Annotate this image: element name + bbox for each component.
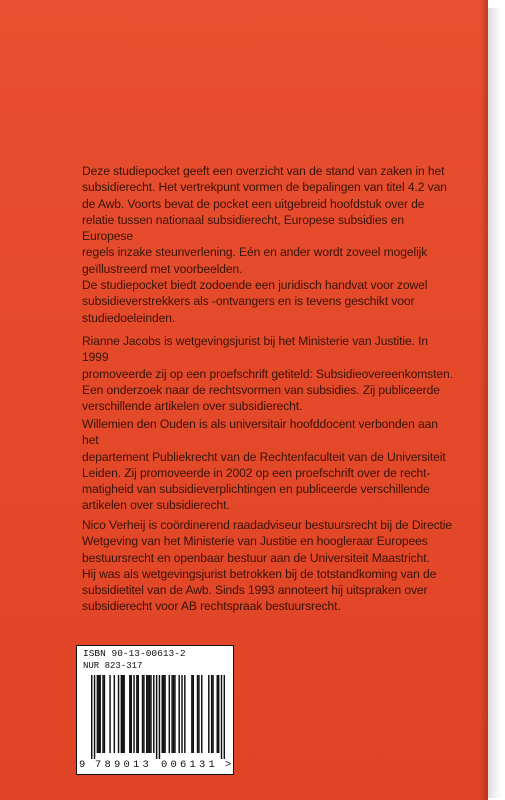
barcode-bar: [163, 675, 164, 753]
text-line: regels inzake steunverlening. Eén en ander wordt zoveel mogelijk: [82, 245, 428, 260]
barcode-bar: [136, 675, 137, 753]
text-line: relatie tussen nationaal subsidierecht, Europese subsidies en Europese: [82, 212, 404, 244]
barcode-bar: [142, 675, 143, 753]
barcode-label: [76, 645, 234, 775]
barcode-bar: [104, 675, 105, 753]
barcode-bar: [153, 675, 154, 753]
barcode-bar: [94, 675, 95, 759]
author-bio-jacobs: [82, 333, 454, 414]
text-line: bestuursrecht en openbaar bestuur aan de Universiteit Maastricht.: [82, 550, 430, 565]
barcode-digits-left: 789013: [95, 759, 153, 771]
barcode-bar: [221, 675, 222, 759]
barcode-bar: [138, 675, 139, 753]
isbn-number: ISBN 90-13-00613-2: [83, 648, 186, 659]
barcode-bar: [99, 675, 100, 753]
barcode-bar: [129, 675, 130, 753]
barcode-bar: [130, 675, 131, 753]
barcode-bar: [149, 675, 150, 753]
barcode-bar: [122, 675, 123, 753]
barcode-bar: [218, 675, 219, 753]
barcode-bar: [217, 675, 218, 753]
barcode-bar: [191, 675, 192, 753]
text-line: geïllustreerd met voorbeelden.: [82, 261, 243, 276]
barcode-bar: [114, 675, 115, 753]
barcode-bar: [133, 675, 134, 753]
author-bio-den-ouden: [82, 416, 454, 514]
text-line: Deze studiepocket geeft een overzicht van de stand van zaken in het: [82, 164, 445, 178]
text-line: verschillende artikelen over subsidierecht.: [82, 399, 303, 414]
barcode-bar: [212, 675, 213, 753]
text-line: Leiden. Zij promoveerde in 2002 op een proefschrift over de recht-: [82, 465, 431, 480]
nur-code: NUR 823-317: [83, 661, 143, 671]
barcode-bar: [197, 675, 198, 753]
text-line: studiedoeleinden.: [82, 310, 176, 325]
text-line: departement Publiekrecht van de Rechtenfaculteit van de Universiteit: [82, 449, 446, 464]
barcode-bar: [118, 675, 119, 753]
barcode-bar: [169, 675, 170, 753]
barcode-bar: [150, 675, 151, 753]
barcode-bar: [91, 675, 92, 759]
text-line: De studiepocket biedt zodoende een juridisch handvat voor zowel: [82, 278, 428, 293]
barcode-bar: [181, 675, 182, 753]
page-edge-shadow: [488, 8, 502, 798]
barcode-bar: [146, 675, 147, 753]
barcode-digit-lead: 9: [79, 759, 86, 771]
barcode-bar: [164, 675, 165, 753]
barcode-digits-right: 006131: [161, 759, 219, 771]
barcode-bar: [173, 675, 174, 753]
text-line: subsidierecht voor AB rechtspraak bestuursrecht.: [82, 599, 341, 614]
text-line: Wetgeving van het Ministerie van Justitie en hoogleraar Europees: [82, 534, 428, 549]
text-line: Rianne Jacobs is wetgevingsjurist bij het Ministerie van Justitie. In 1999: [82, 334, 428, 365]
barcode-bar: [224, 675, 225, 759]
barcode-bar: [193, 675, 194, 753]
text-line: subsidierecht. Het vertrekpunt vormen de bepalingen van titel 4.2 van: [82, 180, 447, 195]
author-bio-verheij: [82, 517, 454, 615]
description-paragraph: [82, 163, 454, 326]
barcode-bar: [211, 675, 212, 753]
text-line: subsidieverstrekkers als -ontvangers en is tevens geschikt voor: [82, 294, 415, 309]
text-line: promoveerde zij op een proefschrift getiteld: Subsidieovereenkomsten.: [82, 366, 453, 381]
barcode-bar: [184, 675, 185, 753]
barcode-bar: [174, 675, 175, 753]
spine-shade: [480, 0, 488, 800]
barcode-bar: [121, 675, 122, 753]
barcode-bar: [198, 675, 199, 753]
text-line: de Awb. Voorts bevat de pocket een uitgebreid hoofdstuk over de: [82, 196, 425, 211]
text-line: subsidietitel van de Awb. Sinds 1993 annoteert hij uitspraken over: [82, 583, 428, 598]
barcode-digit-tail: >: [225, 759, 232, 771]
barcode-digits: [79, 759, 233, 772]
barcode-bar: [147, 675, 148, 753]
barcode-bar: [208, 675, 209, 753]
text-line: Een onderzoek naar de rechtsvormen van subsidies. Zij publiceerde: [82, 382, 440, 397]
text-line: Nico Verheij is coördinerend raadadviseur bestuursrecht bij de Directie: [82, 518, 453, 532]
barcode-bar: [143, 675, 144, 753]
barcode-bars: [91, 675, 225, 759]
text-line: matigheid van subsidieverplichtingen en publiceerde verschillende: [82, 482, 430, 497]
text-line: Willemien den Ouden is als universitair hoofddocent verbonden aan het: [82, 417, 438, 448]
barcode-bar: [109, 675, 110, 753]
barcode-bar: [159, 675, 160, 759]
barcode-bar: [178, 675, 179, 753]
barcode-bar: [171, 675, 172, 753]
text-line: Hij was als wetgevingsjurist betrokken bij de totstandkoming van de: [82, 566, 437, 581]
barcode-bar: [97, 675, 98, 753]
barcode-bar: [201, 675, 202, 753]
barcode-bar: [102, 675, 103, 753]
text-line: artikelen over subsidierecht.: [82, 498, 230, 513]
barcode-bar: [162, 675, 163, 753]
barcode-bar: [123, 675, 124, 753]
barcode-bar: [98, 675, 99, 753]
barcode-bar: [156, 675, 157, 759]
